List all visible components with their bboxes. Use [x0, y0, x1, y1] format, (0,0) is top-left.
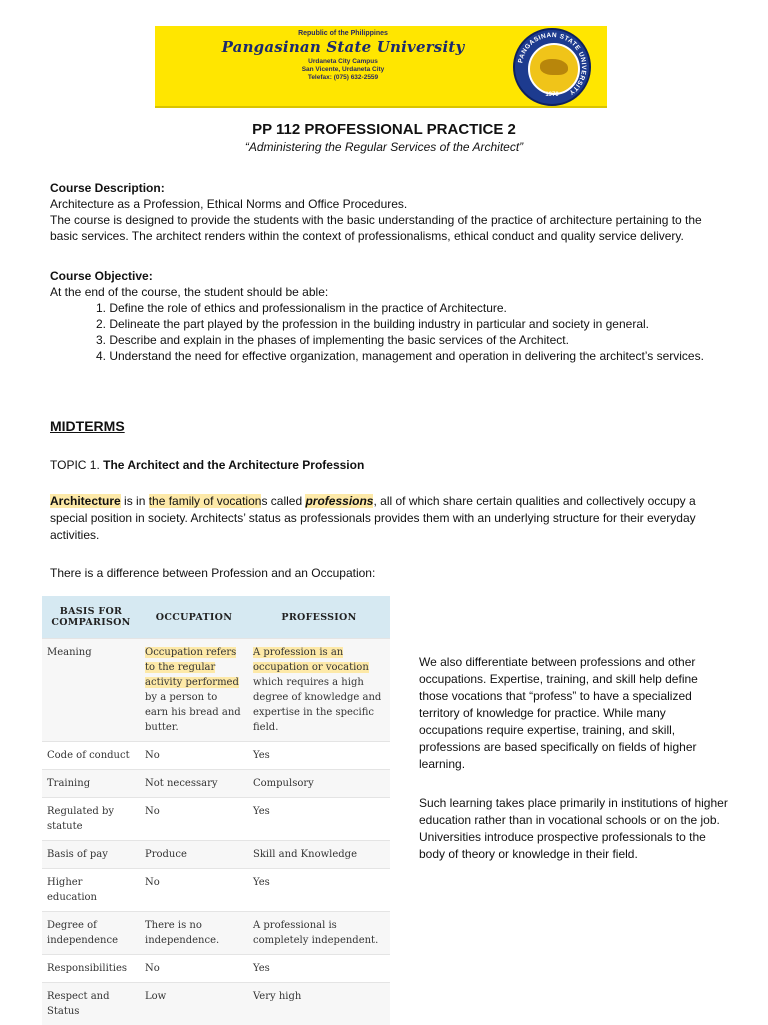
cell-profession: Yes [248, 742, 390, 770]
university-seal-logo [513, 28, 591, 106]
cell-occupation: No [140, 955, 248, 983]
table-row [42, 770, 390, 798]
cell-basis: Respect and Status [42, 983, 140, 1025]
highlight-architecture: Architecture [50, 494, 121, 508]
cell-occupation: No [140, 869, 248, 912]
text-run: , all of which share certain qualities and collectively occupy a special position in society. Architects’ status as professionals provides them with an underlying structure for their everyday activities. [50, 494, 696, 542]
topic-prefix: TOPIC 1. [50, 458, 103, 472]
highlight-occupation-def: Occupation refers to the regular activity performed [145, 647, 239, 688]
cell-basis: Training [42, 770, 140, 798]
cell-basis: Code of conduct [42, 742, 140, 770]
cell-profession: Yes [248, 869, 390, 912]
svg-text:PANGASINAN STATE UNIVERSITY: PANGASINAN STATE UNIVERSITY [517, 32, 587, 96]
cell-occupation [140, 639, 248, 742]
table-row [42, 869, 390, 912]
cell-profession: Very high [248, 983, 390, 1025]
republic-label: Republic of the Philippines [193, 30, 493, 37]
course-description-heading: Course Description: [50, 180, 730, 196]
course-objective-intro: At the end of the course, the student should be able: [50, 284, 730, 300]
comparison-table [42, 596, 390, 1025]
banner-bottom-rule [155, 106, 607, 108]
objective-item: 4. Understand the need for effective organization, management and operation in delivering the architect’s services. [96, 348, 730, 364]
cell-occupation: Low [140, 983, 248, 1025]
cell-basis: Basis of pay [42, 841, 140, 869]
cell-occupation: Not necessary [140, 770, 248, 798]
campus-label: Urdaneta City Campus [193, 58, 493, 66]
course-subtitle: “Administering the Regular Services of the Architect” [0, 140, 768, 154]
course-title: PP 112 PROFESSIONAL PRACTICE 2 [0, 121, 768, 138]
side-paragraph-1: We also differentiate between professions and other occupations. Expertise, training, and skill help define those vocations that “profess” to have a specialized territory of knowledge for practice. While many occupations require expertise, training, and skill, professions are based specifically on fields of higher learning. [419, 654, 729, 773]
text-run: by a person to earn his bread and butter. [145, 692, 241, 733]
cell-basis: Higher education [42, 869, 140, 912]
difference-line: There is a difference between Profession and an Occupation: [50, 566, 375, 580]
cell-profession: Yes [248, 798, 390, 841]
table-row [42, 742, 390, 770]
highlight-professions: professions [305, 494, 373, 508]
text-run: is in [121, 494, 149, 508]
cell-occupation: Produce [140, 841, 248, 869]
course-description-line1: Architecture as a Profession, Ethical Norms and Office Procedures. [50, 196, 730, 212]
document-title-block [0, 121, 768, 154]
table-header-row [42, 596, 390, 639]
address-label: San Vicente, Urdaneta City [193, 66, 493, 74]
table-row [42, 912, 390, 955]
course-objective-section [50, 268, 730, 364]
seal-ring-text [515, 30, 589, 104]
objective-item: 2. Delineate the part played by the profession in the building industry in particular and society in general. [96, 316, 730, 332]
highlight-profession-def: A profession is an occupation or vocation [253, 647, 369, 673]
topic-heading [50, 458, 364, 472]
topic-title: The Architect and the Architecture Profession [103, 458, 364, 472]
table-row [42, 841, 390, 869]
header-occupation: OCCUPATION [140, 596, 248, 639]
cell-basis: Degree of independence [42, 912, 140, 955]
cell-profession: Compulsory [248, 770, 390, 798]
university-name: Pangasinan State University [193, 38, 493, 56]
course-objective-heading: Course Objective: [50, 268, 730, 284]
objective-list [50, 300, 730, 364]
cell-occupation: No [140, 742, 248, 770]
cell-profession [248, 639, 390, 742]
text-run: s called [261, 494, 305, 508]
table-row [42, 639, 390, 742]
cell-basis: Regulated by statute [42, 798, 140, 841]
side-paragraph-2: Such learning takes place primarily in institutions of higher education rather than in vocational schools or on the job. Universities introduce prospective professionals to the body of theory or knowledge in their field. [419, 795, 729, 863]
course-description-line2: The course is designed to provide the students with the basic understanding of the practice of architecture pertaining to the basic services. The architect renders within the context of professionalisms, ethical conduct and quality service delivery. [50, 212, 730, 244]
cell-profession: A professional is completely independent. [248, 912, 390, 955]
header-basis: BASIS FOR COMPARISON [42, 596, 140, 639]
cell-basis: Meaning [42, 639, 140, 742]
cell-occupation: There is no independence. [140, 912, 248, 955]
svg-text:1979: 1979 [545, 92, 559, 98]
table-row [42, 798, 390, 841]
midterms-heading: MIDTERMS [50, 418, 125, 434]
objective-item: 1. Define the role of ethics and professionalism in the practice of Architecture. [96, 300, 730, 316]
course-description-section [50, 180, 730, 244]
objective-item: 3. Describe and explain in the phases of implementing the basic services of the Architect. [96, 332, 730, 348]
university-banner [155, 26, 607, 108]
cell-profession: Yes [248, 955, 390, 983]
cell-basis: Responsibilities [42, 955, 140, 983]
table-row [42, 983, 390, 1025]
text-run: which requires a high degree of knowledge and expertise in the specific field. [253, 677, 381, 733]
telefax-label: Telefax: (075) 632-2559 [193, 74, 493, 82]
cell-profession: Skill and Knowledge [248, 841, 390, 869]
banner-text [193, 30, 493, 82]
highlight-family: the family of vocation [149, 494, 262, 508]
table-row [42, 955, 390, 983]
cell-occupation: No [140, 798, 248, 841]
header-profession: PROFESSION [248, 596, 390, 639]
intro-paragraph [50, 493, 730, 544]
